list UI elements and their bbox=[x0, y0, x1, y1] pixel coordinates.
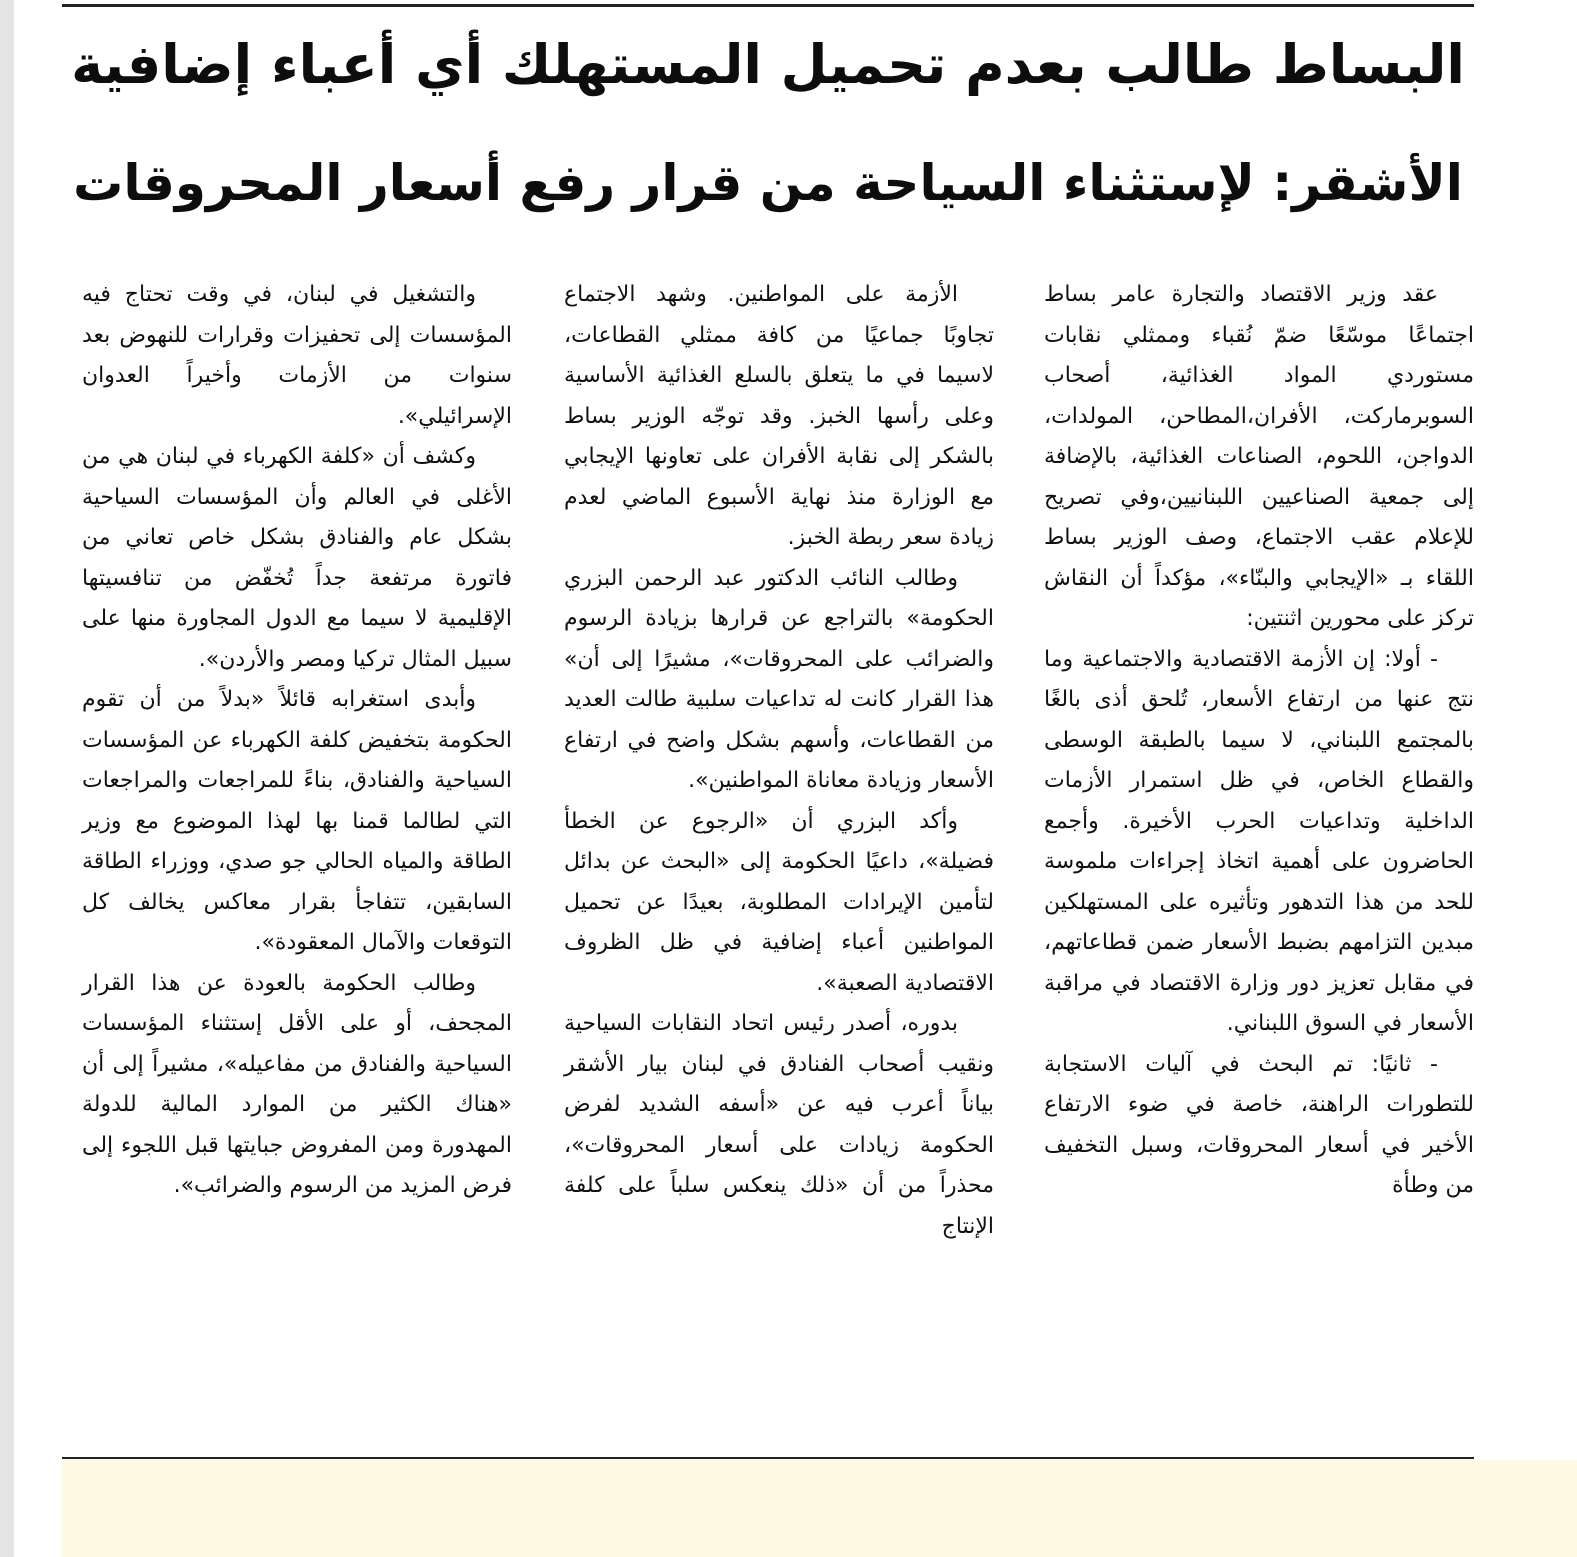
article-columns bbox=[62, 275, 1474, 1440]
bottom-rule bbox=[62, 1457, 1474, 1459]
article-paragraph: وطالب الحكومة بالعودة عن هذا القرار المجحف، أو على الأقل إستثناء المؤسسات السياحية والفنادق من مفاعيله»، مشيراً إلى أن «هناك الكثير من الموارد المالية للدولة المهدورة ومن المفروض جبايتها قبل اللجوء إلى فرض المزيد من الرسوم والضرائب». bbox=[82, 970, 512, 1198]
article-paragraph: وطالب النائب الدكتور عبد الرحمن البزري الحكومة» بالتراجع عن قرارها بزيادة الرسوم والضرائب على المحروقات»، مشيرًا إلى أن» هذا القرار كانت له تداعيات سلبية طالت العديد من القطاعات، وأسهم بشكل واضح في ارتفاع الأسعار وزيادة معاناة المواطنين». bbox=[564, 565, 994, 793]
article-paragraph: وأكد البزري أن «الرجوع عن الخطأ فضيلة»، داعيًا الحكومة إلى «البحث عن بدائل لتأمين الإيرادات المطلوبة، بعيدًا عن تحميل المواطنين أعباء إضافية في ظل الظروف الاقتصادية الصعبة». bbox=[564, 808, 994, 996]
article-paragraph: بدوره، أصدر رئيس اتحاد النقابات السياحية ونقيب أصحاب الفنادق في لبنان بيار الأشقر بياناً أعرب فيه عن «أسفه الشديد لفرض الحكومة زيادات على أسعار المحروقات»، محذراً من أن «ذلك ينعكس سلباً على كلفة الإنتاج bbox=[564, 1011, 994, 1239]
article-paragraph: - أولا: إن الأزمة الاقتصادية والاجتماعية وما نتج عنها من ارتفاع الأسعار، تُلحق أذى بالغًا بالمجتمع اللبناني، لا سيما بالطبقة الوسطى والقطاع الخاص، في ظل استمرار الأزمات الداخلية وتداعيات الحرب الأخيرة. وأجمع الحاضرون على أهمية اتخاذ إجراءات ملموسة للحد من هذا التدهور وتأثيره على المستهلكين مبدين التزامهم بضبط الأسعار ضمن قطاعاتهم، في مقابل تعزيز دور وزارة الاقتصاد في مراقبة الأسعار في السوق اللبناني. bbox=[1044, 646, 1474, 1036]
article-paragraph: وأبدى استغرابه قائلاً «بدلاً من أن تقوم الحكومة بتخفيض كلفة الكهرباء عن المؤسسات السياحية والفنادق، بناءً للمراجعات والمراجعات التي لطالما قمنا بها لهذا الموضوع مع وزير الطاقة والمياه الحالي جو صدي، ووزراء الطاقة السابقين، تتفاجأ بقرار معاكس يخالف كل التوقعات والآمال المعقودة». bbox=[82, 687, 512, 955]
article-paragraph: والتشغيل في لبنان، في وقت تحتاج فيه المؤسسات إلى تحفيزات وقرارات للنهوض بعد سنوات من الأزمات وأخيراً العدوان الإسرائيلي». bbox=[82, 282, 512, 429]
article-column-1 bbox=[1044, 275, 1474, 1440]
headline-line-1: البساط طالب بعدم تحميل المستهلك أي أعباء إضافية bbox=[71, 33, 1465, 96]
article-paragraph: الأزمة على المواطنين. وشهد الاجتماع تجاوبًا جماعيًا من كافة ممثلي القطاعات، لاسيما في ما يتعلق بالسلع الغذائية الأساسية وعلى رأسها الخبز. وقد توجّه الوزير بساط بالشكر إلى نقابة الأفران على تعاونها الإيجابي مع الوزارة منذ نهاية الأسبوع الماضي لعدم زيادة سعر ربطة الخبز. bbox=[564, 282, 994, 550]
headline-line-2: الأشقر: لإستثناء السياحة من قرار رفع أسعار المحروقات bbox=[73, 154, 1463, 212]
article-column-2 bbox=[564, 275, 994, 1440]
article-paragraph: وكشف أن «كلفة الكهرباء في لبنان هي من الأغلى في العالم وأن المؤسسات السياحية بشكل عام والفنادق بشكل خاص تعاني من فاتورة مرتفعة جداً تُخفّض من تنافسيتها الإقليمية لا سيما مع الدول المجاورة منها على سبيل المثال تركيا ومصر والأردن». bbox=[82, 444, 512, 672]
footer-band bbox=[62, 1460, 1577, 1557]
article-paragraph: عقد وزير الاقتصاد والتجارة عامر بساط اجتماعًا موسّعًا ضمّ نُقباء وممثلي نقابات مستوردي المواد الغذائية، أصحاب السوبرماركت، الأفران،المطاحن، المولدات، الدواجن، اللحوم، الصناعات الغذائية، بالإضافة إلى جمعية الصناعيين اللبنانيين،وفي تصريح للإعلام عقب الاجتماع، وصف الوزير بساط اللقاء بـ «الإيجابي والبنّاء»، مؤكداً أن النقاش تركز على محورين اثنتين: bbox=[1044, 282, 1474, 631]
newspaper-clipping bbox=[14, 0, 1577, 1557]
article-column-3 bbox=[82, 275, 512, 1440]
article-paragraph: - ثانيًا: تم البحث في آليات الاستجابة للتطورات الراهنة، خاصة في ضوء الارتفاع الأخير في أسعار المحروقات، وسبل التخفيف من وطأة bbox=[1044, 1051, 1474, 1198]
page-left-gutter bbox=[0, 0, 14, 1557]
top-rule bbox=[62, 4, 1474, 7]
